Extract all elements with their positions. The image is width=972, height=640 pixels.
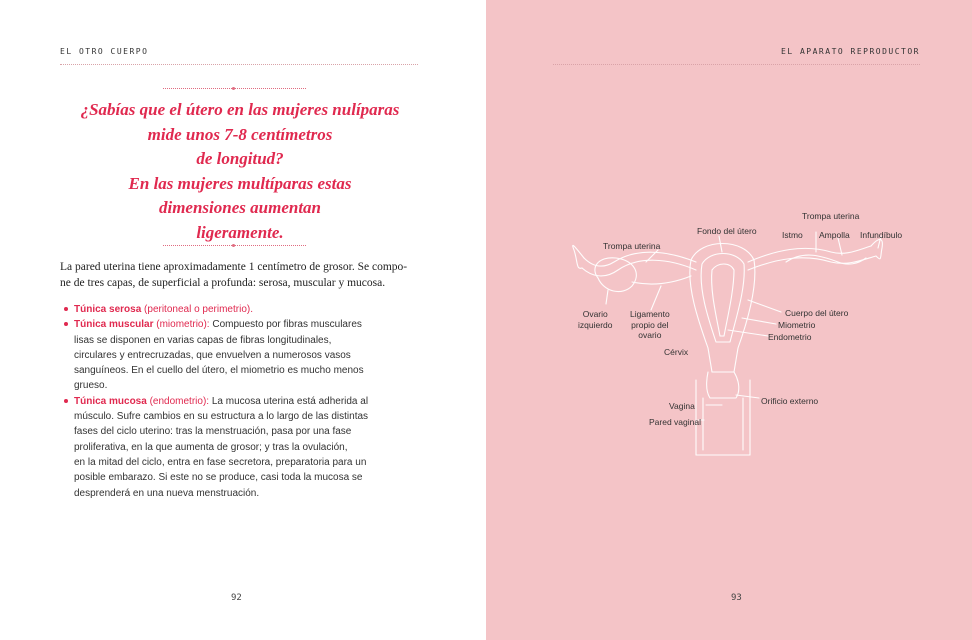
label-line: Ovario [582, 309, 608, 319]
label-cervix: Cérvix [664, 347, 689, 357]
label-orificio-externo: Orificio externo [761, 396, 819, 406]
label-istmo: Istmo [782, 230, 803, 240]
label-line: Ligamento [630, 309, 670, 319]
list-item-muscular [64, 317, 404, 393]
term-paren: (miometrio): [156, 319, 210, 331]
label-cuerpo-utero: Cuerpo del útero [785, 308, 849, 318]
term-paren: (endometrio): [149, 395, 210, 407]
item-text: La mucosa uterina está adherida al [211, 395, 369, 407]
myometrium-outline [701, 254, 744, 343]
vagina-walls [696, 380, 750, 455]
label-ligamento [630, 309, 670, 341]
item-line: sanguíneos. En el cuello del útero, el miometrio es mucho menos [74, 365, 364, 377]
running-head-left: EL OTRO CUERPO [60, 47, 149, 56]
bullet-icon [64, 307, 68, 311]
label-line: izquierdo [578, 319, 613, 330]
right-infundibulum [871, 240, 882, 259]
right-tube-outline [748, 246, 871, 262]
tunica-list [64, 302, 404, 501]
callout-line: de longitud? [196, 149, 284, 168]
item-line: posible embarazo. Si este no se produce, casi toda la mucosa se [74, 472, 363, 484]
callout-dot-top [232, 87, 235, 90]
callout-line: ¿Sabías que el útero en las mujeres nulíparas [80, 100, 400, 119]
label-endometrio: Endometrio [768, 332, 812, 342]
list-item-serosa [64, 302, 404, 317]
right-tube-lumen [786, 255, 866, 264]
callout-line: dimensiones aumentan [158, 198, 321, 217]
leader-ligamento [651, 286, 661, 310]
list-item-mucosa [64, 394, 404, 501]
bullet-icon [64, 322, 68, 326]
label-line: propio del [631, 319, 669, 330]
endometrium-cavity [712, 264, 734, 336]
callout-line: mide unos 7-8 centímetros [147, 124, 333, 144]
label-line: ovario [638, 330, 662, 340]
item-line: músculo. Sufre cambios en su estructura a lo largo de las distintas [74, 411, 369, 423]
label-ampolla: Ampolla [819, 230, 850, 240]
page-number-left: 92 [231, 593, 242, 603]
right-page [486, 0, 972, 640]
callout-line: En las mujeres multíparas estas [128, 173, 352, 193]
left-tube-inner [582, 260, 696, 276]
left-infundibulum [573, 245, 584, 268]
uterus-body [690, 244, 755, 373]
intro-line: La pared uterina tiene aproximadamente 1 centímetro de grosor. Se compo- [60, 261, 408, 273]
callout-quote [60, 98, 420, 245]
left-ligament [632, 276, 691, 284]
term-label: Túnica muscular [74, 319, 154, 331]
callout-dot-bottom [232, 244, 235, 247]
term-label: Túnica serosa [74, 304, 142, 315]
intro-line: ne de tres capas, de superficial a profunda: serosa, muscular y mucosa. [60, 277, 386, 289]
callout-line: ligeramente. [196, 222, 284, 242]
left-ovary [595, 258, 636, 292]
label-fondo-utero: Fondo del útero [697, 226, 757, 236]
uterus-diagram [486, 0, 972, 640]
leader-ovario [606, 290, 608, 304]
item-line: proliferativa, en la que aumenta de grosor; y tras la ovulación, [74, 441, 348, 453]
leader-endometrio [728, 330, 768, 336]
cervix [707, 372, 739, 398]
vagina-inner [703, 398, 743, 450]
leader-cuerpo [748, 300, 781, 312]
bullet-icon [64, 399, 68, 403]
label-miometrio: Miometrio [778, 320, 816, 330]
label-pared-vaginal: Pared vaginal [649, 417, 701, 427]
item-line: desprenderá en una nueva menstruación. [74, 487, 260, 499]
intro-paragraph [60, 259, 420, 291]
item-line: lisas se disponen en varias capas de fibras longitudinales, [74, 334, 332, 346]
label-ovario-izquierdo [578, 309, 613, 330]
page-number-right: 93 [731, 593, 742, 603]
label-infundibulo: Infundíbulo [860, 230, 903, 240]
header-rule-left [60, 64, 418, 65]
running-head-right: EL APARATO REPRODUCTOR [781, 47, 920, 56]
leader-orificio [736, 395, 759, 398]
label-vagina: Vagina [669, 401, 695, 411]
item-line: fases del ciclo uterino: tras la menstruación, pasa por una fase [74, 426, 352, 438]
term-paren: (peritoneal o perimetrio). [144, 304, 253, 315]
item-text: Compuesto por fibras musculares [212, 319, 362, 331]
label-trompa-uterina-right: Trompa uterina [802, 211, 860, 221]
term-label: Túnica mucosa [74, 395, 147, 407]
item-line: circulares y entrecruzadas, que envuelven a numerosos vasos [74, 349, 351, 361]
item-line: grueso. [74, 380, 108, 392]
label-trompa-uterina-left: Trompa uterina [603, 241, 661, 251]
item-line: en la mitad del ciclo, entra en fase secretora, preparatoria para un [74, 456, 367, 468]
